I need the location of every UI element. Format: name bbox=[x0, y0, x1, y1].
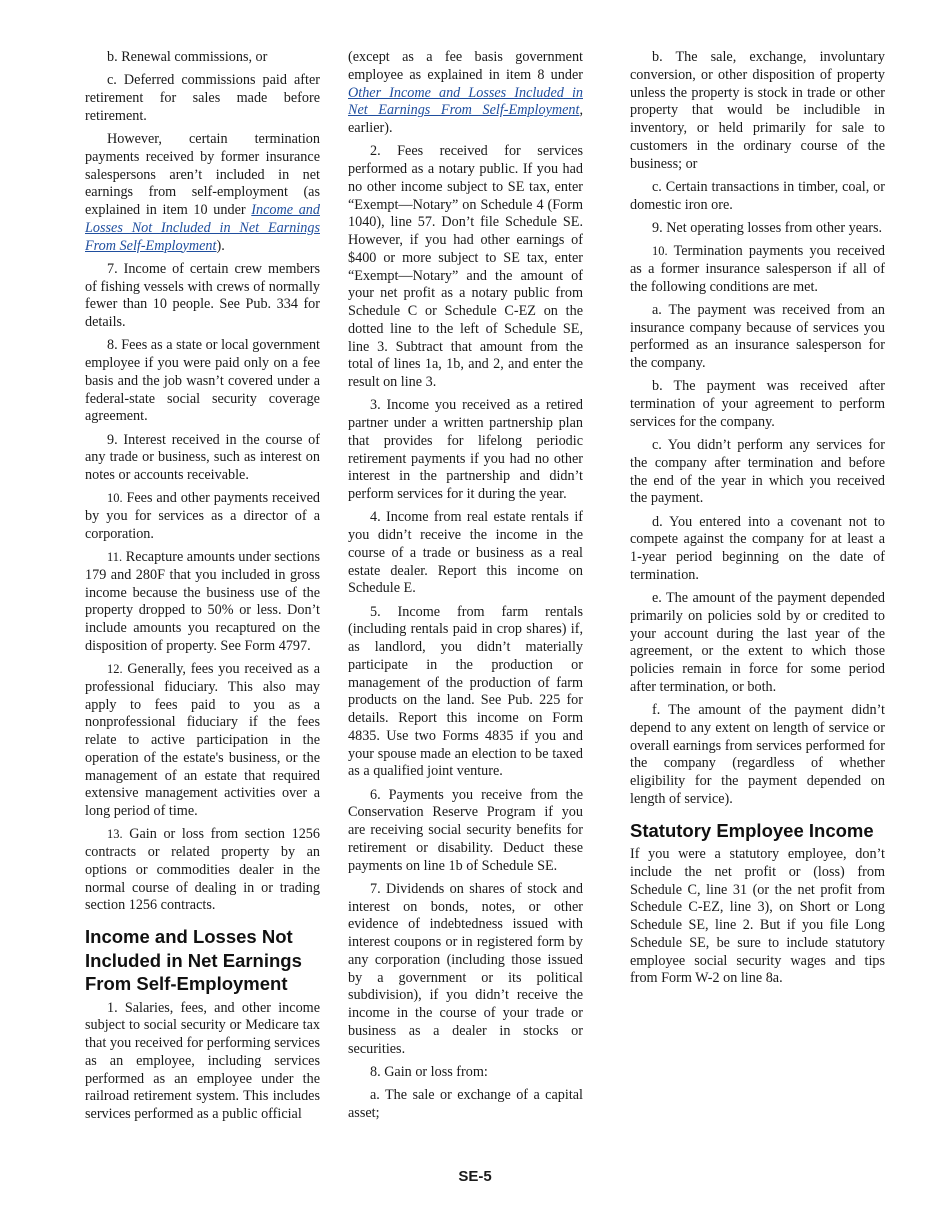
section-heading: Statutory Employee Income bbox=[630, 819, 874, 841]
paragraph: 8. Gain or loss from: bbox=[370, 1063, 488, 1080]
paragraph: a. The payment was received from an insurance company because of services you performed as an insurance salesperson for the company. bbox=[630, 301, 885, 371]
paragraph: 4. Income from real estate rentals if you didn’t receive the income in the course of a trade or business as a real estate dealer. Report this income on Schedule E. bbox=[348, 509, 583, 597]
paragraph: b. Renewal commissions, or bbox=[107, 49, 268, 65]
page-number: SE-5 bbox=[458, 1168, 492, 1185]
paragraph bbox=[85, 490, 320, 543]
paragraph: 7. Dividends on shares of stock and interest on bonds, notes, or other evidence of indebtedness issued with interest coupons or in registered form by any corporation (including those issued by a government or its political subdivision), if you didn’t receive the income in the course of your trade or business as a dealer in stocks or securities. bbox=[348, 880, 583, 1057]
paragraph-text: Termination payments you received as a former insurance salesperson if all of the following conditions are met. bbox=[630, 243, 885, 295]
paragraph: 9. Interest received in the course of any trade or business, such as interest on notes or accounts receivable. bbox=[85, 431, 320, 483]
paragraph: 2. Fees received for services performed as a notary public. If you had no other income subject to SE tax, enter “Exempt—Notary” on Schedule 4 (Form 1040), line 57. Don’t file Schedule SE. However, if you had other earnings of $400 or more subject to SE tax, enter “Exempt—Notary” and the amount of your net profit as a notary public from Schedule C or Schedule C-EZ on the dotted line to the left of Schedule SE, line 3. Subtract that amount from the total of lines 1a, 1b, and 2, and enter the result on line 3. bbox=[348, 143, 583, 390]
paragraph: 7. Income of certain crew members of fishing vessels with crews of normally fewer than 10 people. See Pub. 334 for details. bbox=[85, 260, 320, 330]
paragraph: b. The sale, exchange, involuntary conversion, or other disposition of property unless the property is stock in trade or other property that would be includible in inventory, or held primarily for sale to customers in the ordinary course of the business; or bbox=[630, 49, 885, 172]
column-2 bbox=[348, 49, 583, 1128]
paragraph: c. You didn’t perform any services for the company after termination and before the end of the year in which you received the payment. bbox=[630, 437, 885, 507]
paragraph: 8. Fees as a state or local government employee if you were paid only on a fee basis and the job wasn’t covered under a federal-state social security coverage agreement. bbox=[85, 337, 320, 425]
paragraph: c. Certain transactions in timber, coal, or domestic iron ore. bbox=[630, 178, 885, 213]
paragraph: c. Deferred commissions paid after retirement for sales made before retirement. bbox=[85, 72, 320, 124]
paragraph-text: , earlier). bbox=[348, 102, 583, 136]
paragraph bbox=[85, 131, 320, 255]
paragraph: a. The sale or exchange of a capital asset; bbox=[348, 1087, 583, 1121]
paragraph-text: Gain or loss from section 1256 contracts or related property by an options or commodities dealer in the normal course of dealing in or trading section 1256 contracts. bbox=[85, 826, 320, 914]
paragraph: e. The amount of the payment depended primarily on policies sold by or credited to your account during the last year of the agreement, or the extent to which those policies remain in force for some period after termination, or both. bbox=[630, 590, 885, 695]
paragraph bbox=[85, 549, 320, 656]
paragraph-text: ). bbox=[216, 237, 225, 254]
item-number: 10. bbox=[107, 491, 123, 506]
paragraph: 9. Net operating losses from other years. bbox=[652, 219, 883, 236]
income-losses-not-included-link[interactable]: Income and Losses Not Included in Net Earnings From Self-Employment bbox=[85, 202, 320, 254]
paragraph-text: (except as a fee basis government employee as explained in item 8 under bbox=[348, 49, 583, 83]
item-number: 13. bbox=[107, 827, 123, 842]
item-number: 12. bbox=[107, 662, 123, 676]
paragraph: 6. Payments you receive from the Conservation Reserve Program if you are receiving social security benefits for retirement or disability. Deduct these payments on line 1b of Schedule SE. bbox=[348, 786, 583, 874]
paragraph-text: Recapture amounts under sections 179 and 280F that you included in gross income because the business use of the property dropped to 50% or less. Don’t include amounts you recaptured on the disposition of property. See Form 4797. bbox=[85, 549, 320, 654]
other-income-losses-included-link[interactable]: Other Income and Losses Included in Net Earnings From Self-Employment bbox=[348, 84, 583, 119]
paragraph: f. The amount of the payment didn’t depend to any extent on length of service or overall earnings from services performed for the company (regardless of whether eligibility for the payment depended on length of service). bbox=[630, 702, 885, 807]
paragraph: 1. Salaries, fees, and other income subject to social security or Medicare tax that you received for performing services as an employee, including services performed as an employee under the railroad retirement system. This includes services performed as a public official bbox=[85, 999, 320, 1122]
paragraph-text: Fees and other payments received by you for services as a director of a corporation. bbox=[85, 490, 320, 542]
paragraph bbox=[85, 826, 320, 915]
paragraph: If you were a statutory employee, don’t include the net profit or (loss) from Schedule C, line 31 (or the net profit from Schedule C-EZ, line 3), on Short or Long Schedule SE, line 2. But if you file Long Schedule SE, be sure to include statutory employee social security wages and tips from Form W-2 on line 8a. bbox=[630, 846, 885, 987]
column-1 bbox=[85, 49, 320, 1129]
paragraph-text: However, certain termination payments received by former insurance salespersons aren’t included in net earnings from self-employment (as explained in item 10 under bbox=[85, 131, 320, 218]
paragraph: 3. Income you received as a retired partner under a written partnership plan that provides for lifelong periodic retirement payments if you had no other interest in the partnership and didn’t perform services for it during the year. bbox=[348, 397, 583, 502]
paragraph bbox=[85, 661, 320, 821]
item-number: 10. bbox=[652, 244, 668, 258]
item-number: 11. bbox=[107, 550, 123, 564]
column-3 bbox=[630, 49, 885, 994]
paragraph bbox=[630, 243, 885, 296]
paragraph-text: Generally, fees you received as a professional fiduciary. This also may apply to fees paid to you as a nonprofessional fiduciary if the fees relate to active participation in the operation of the estate's business, or the management of an estate that required extensive management activities over a long period of time. bbox=[85, 661, 320, 819]
section-heading: Income and Losses Not Included in Net Earnings From Self-Employment bbox=[85, 926, 302, 994]
paragraph: 5. Income from farm rentals (including rentals paid in crop shares) if, as landlord, you didn’t materially participate in the production or management of the production of farm products on the land. See Pub. 225 for details. Report this income on Form 4835. Use two Forms 4835 if you and your spouse made an election to be taxed as a qualified joint venture. bbox=[348, 603, 583, 780]
paragraph: d. You entered into a covenant not to compete against the company for at least a 1-year period beginning on the date of termination. bbox=[630, 513, 885, 583]
paragraph: b. The payment was received after termination of your agreement to perform services for the company. bbox=[630, 378, 885, 430]
paragraph bbox=[348, 49, 583, 138]
